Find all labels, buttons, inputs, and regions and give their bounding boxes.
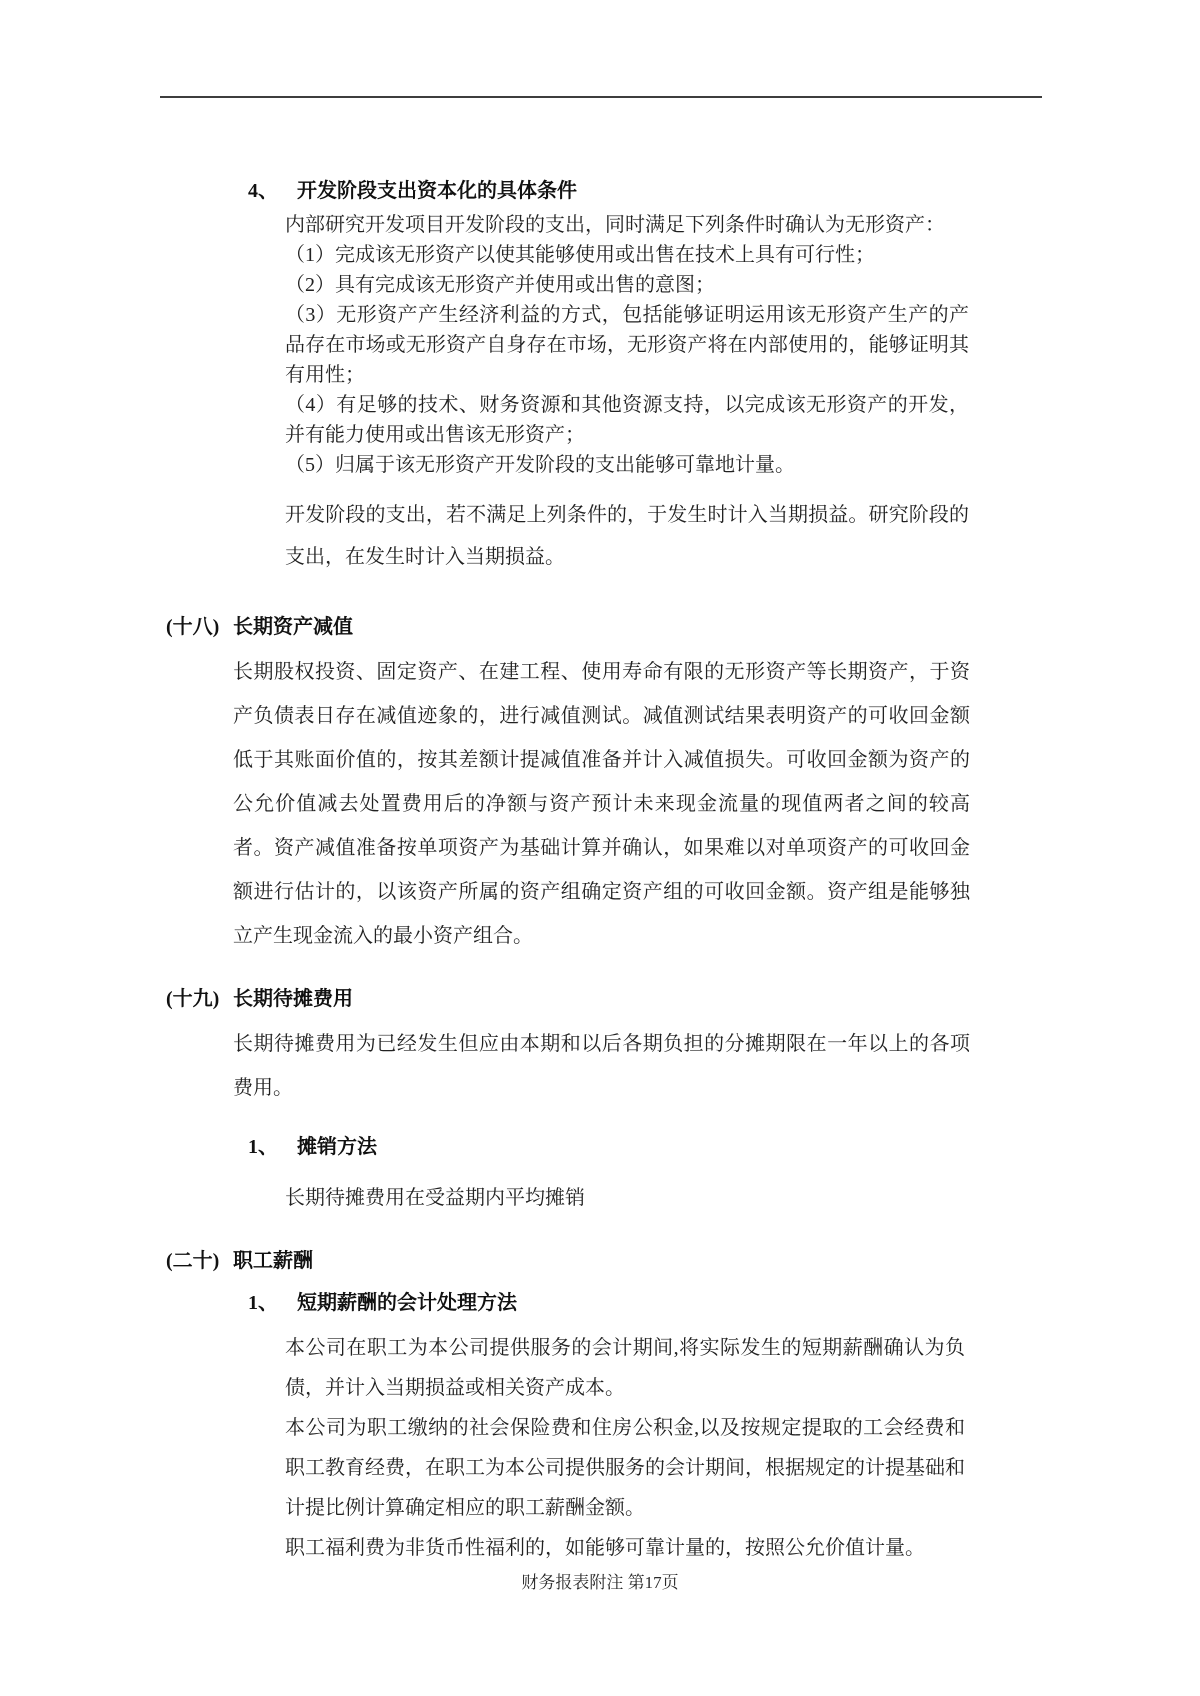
section-19-title: 长期待摊费用 (233, 988, 353, 1010)
section-19-sub1-heading (248, 1132, 972, 1162)
page-content (166, 176, 972, 1568)
clause-item-4: （4）有足够的技术、财务资源和其他资源支持，以完成该无形资产的开发，并有能力使用或出售该无形资产； (285, 394, 969, 446)
section-18 (166, 612, 972, 958)
header-divider (160, 96, 1042, 98)
section-20-title: 职工薪酬 (233, 1250, 313, 1272)
section-20-sub1-heading (248, 1288, 972, 1318)
section-19-label: (十九) (166, 988, 220, 1010)
clause-item-3: （3）无形资产产生经济利益的方式，包括能够证明运用该无形资产生产的产品存在市场或无形资产自身存在市场，无形资产将在内部使用的，能够证明其有用性； (285, 304, 969, 386)
section-19-sub1-body: 长期待摊费用在受益期内平均摊销 (285, 1187, 585, 1209)
clause-list (285, 210, 969, 480)
heading-capitalization-conditions (248, 176, 972, 206)
section-20-label: (二十) (166, 1250, 220, 1272)
sub-heading-number: 1、 (248, 1136, 278, 1158)
section-20 (166, 1246, 972, 1568)
section-18-title: 长期资产减值 (233, 616, 353, 638)
sub-heading-title: 短期薪酬的会计处理方法 (297, 1292, 517, 1314)
paragraph-development-expenditure: 开发阶段的支出，若不满足上列条件的，于发生时计入当期损益。研究阶段的支出，在发生时计入当期损益。 (285, 504, 969, 568)
section-19 (166, 984, 972, 1220)
section-20-sub1-paragraphs (285, 1328, 965, 1568)
section-18-label: (十八) (166, 616, 220, 638)
paragraph-short-term-pay-2: 本公司为职工缴纳的社会保险费和住房公积金,以及按规定提取的工会经费和职工教育经费，在职工为本公司提供服务的会计期间，根据规定的计提基础和计提比例计算确定相应的职工薪酬金额。 (285, 1417, 965, 1519)
section-19-body: 长期待摊费用为已经发生但应由本期和以后各期负担的分摊期限在一年以上的各项费用。 (233, 1033, 970, 1099)
paragraph-short-term-pay-1: 本公司在职工为本公司提供服务的会计期间,将实际发生的短期薪酬确认为负债，并计入当期损益或相关资产成本。 (285, 1337, 965, 1399)
heading-title: 开发阶段支出资本化的具体条件 (297, 180, 577, 202)
page-footer: 财务报表附注 第17页 (521, 1573, 679, 1592)
clause-item-1: （1）完成该无形资产以使其能够使用或出售在技术上具有可行性； (285, 244, 875, 266)
section-18-heading (166, 612, 972, 642)
paragraph-short-term-pay-3: 职工福利费为非货币性福利的，如能够可靠计量的，按照公允价值计量。 (285, 1537, 925, 1559)
section-19-heading (166, 984, 972, 1014)
clause-intro: 内部研究开发项目开发阶段的支出，同时满足下列条件时确认为无形资产： (285, 214, 945, 236)
sub-heading-title: 摊销方法 (297, 1136, 377, 1158)
clause-item-2: （2）具有完成该无形资产并使用或出售的意图； (285, 274, 715, 296)
sub-heading-number: 1、 (248, 1292, 278, 1314)
heading-number: 4、 (248, 180, 278, 202)
section-20-heading (166, 1246, 972, 1276)
section-18-body: 长期股权投资、固定资产、在建工程、使用寿命有限的无形资产等长期资产，于资产负债表日存在减值迹象的，进行减值测试。减值测试结果表明资产的可收回金额低于其账面价值的，按其差额计提减值准备并计入减值损失。可收回金额为资产的公允价值减去处置费用后的净额与资产预计未来现金流量的现值两者之间的较高者。资产减值准备按单项资产为基础计算并确认，如果难以对单项资产的可收回金额进行估计的，以该资产所属的资产组确定资产组的可收回金额。资产组是能够独立产生现金流入的最小资产组合。 (233, 661, 970, 947)
clause-item-5: （5）归属于该无形资产开发阶段的支出能够可靠地计量。 (285, 454, 795, 476)
